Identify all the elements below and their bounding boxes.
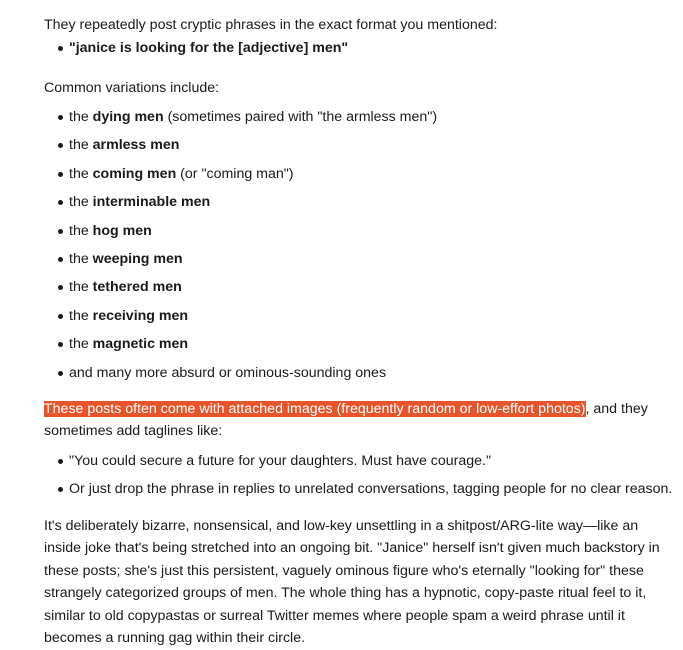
format-list: [44, 37, 674, 59]
list-item: "You could secure a future for your daughters. Must have courage.": [44, 450, 674, 472]
list-item: the interminable men: [44, 191, 674, 213]
list-item: the tethered men: [44, 276, 674, 298]
response-body: [44, 0, 674, 650]
list-item: the receiving men: [44, 305, 674, 327]
list-item: the hog men: [44, 220, 674, 242]
list-item: the weeping men: [44, 248, 674, 270]
images-paragraph: These posts often come with attached images (frequently random or low-effort photos), and they sometimes add taglines like:: [44, 400, 648, 439]
list-item: the dying men (sometimes paired with "the armless men"): [44, 106, 674, 128]
list-item: Or just drop the phrase in replies to unrelated conversations, tagging people for no clear reason.: [44, 478, 674, 500]
list-item: and many more absurd or ominous-sounding ones: [44, 362, 674, 384]
variations-list: [44, 106, 674, 384]
list-item: the magnetic men: [44, 333, 674, 355]
format-phrase: "janice is looking for the [adjective] men": [69, 40, 349, 56]
text-selection-highlight[interactable]: These posts often come with attached images (frequently random or low-effort photos): [44, 400, 586, 417]
list-item: the armless men: [44, 134, 674, 156]
list-item: [44, 37, 674, 59]
list-item: the coming men (or "coming man"): [44, 163, 674, 185]
variations-heading: Common variations include:: [44, 80, 220, 96]
taglines-list: [44, 450, 674, 500]
closing-paragraph: It's deliberately bizarre, nonsensical, and low-key unsettling in a shitpost/ARG-lite way—like an inside joke that's being stretched into an ongoing bit. "Janice" herself isn't given much backstory in these posts; she's just this persistent, vaguely ominous figure who's eternally "looking for" these strangely categorized groups of men. The whole thing has a hypnotic, copy-paste ritual feel to it, similar to old copypastas or surreal Twitter memes where people spam a weird phrase until it becomes a running gag within their circle.: [44, 517, 660, 647]
intro-paragraph: They repeatedly post cryptic phrases in the exact format you mentioned:: [44, 17, 498, 33]
